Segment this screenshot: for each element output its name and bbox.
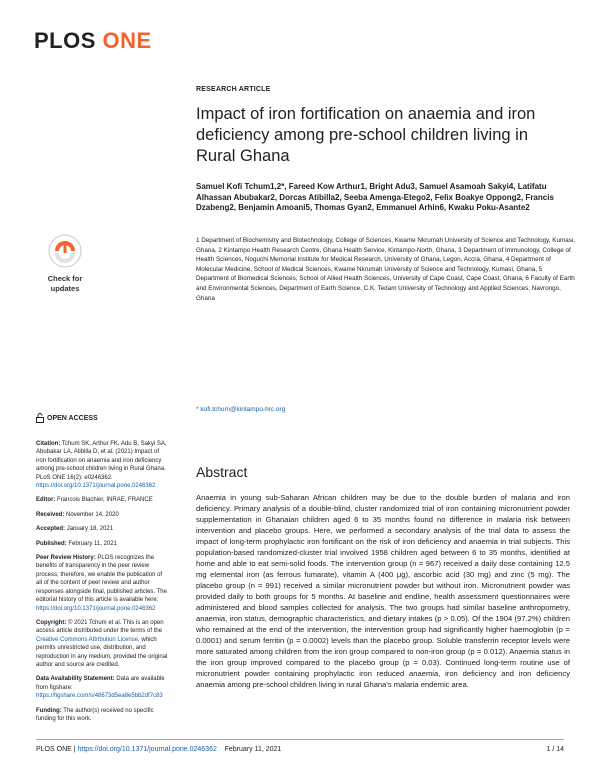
footer-date: February 11, 2021	[224, 746, 282, 753]
check-line1: Check for	[47, 274, 83, 283]
affiliations: 1 Department of Biochemistry and Biotechnology, College of Sciences, Kwame Nkrumah University of Science and Technology, Kumasi, Ghana, 2 Kintampo Health Research Centre, Ghana Health Service, Kintampo-North, Ghana, 3 Department of Immunology, College of Health Sciences, Noguchi Memorial Institute for Medical Research, University of Ghana, Legon, Accra, Ghana, 4 Department of Molecular Medicine, School of Medical Sciences, Kwame Nkrumah University of Science and Technology, Kumasi, Ghana, 5 Department of Biomedical Sciences, School of Allied Health Sciences, University of Cape Coast, Cape Coast, Ghana, 6 Faculty of Earth and Environmental Sciences, Department of Earth Science, C.K. Tedam University of Technology and Applied Sciences, Navrongo, Ghana	[196, 237, 576, 302]
footer-journal: PLOS ONE	[36, 746, 72, 753]
journal-logo	[34, 28, 152, 54]
funding: Funding: The author(s) received no specific funding for this work.	[36, 707, 154, 722]
page-footer: PLOS ONE | https://doi.org/10.1371/journal.pone.0246362 February 11, 2021	[36, 746, 282, 753]
citation: Citation: Tchum SK, Arthur FK, Adu B, Sakyi SA, Abubakar LA, Atibilla D, et al. (2021) Impact of iron fortification on anaemia and iron deficiency among pre-school children living in Rural Ghana. PLoS ONE 16(2): e0246362. https://doi.org/10.1371/journal.pone.0246362	[36, 441, 167, 490]
peer-review-history: Peer Review History: PLOS recognizes the benefits of transparency in the peer review process; therefore, we enable the publication of all of the content of peer review and author responses alongside final, published articles. The editorial history of this article is available here: https://doi.org/10.1371/journal.pone.0246362	[36, 555, 167, 612]
footer-doi-link[interactable]: https://doi.org/10.1371/journal.pone.0246362	[77, 746, 217, 753]
corresponding-email[interactable]: * kofi.tchum@kintampo-hrc.org	[196, 406, 286, 413]
footer-divider	[36, 739, 564, 740]
abstract-heading: Abstract	[196, 464, 248, 480]
page-number: 1 / 14	[546, 746, 564, 753]
article-sidebar	[36, 440, 168, 729]
check-line2: updates	[50, 284, 80, 293]
open-lock-icon	[36, 413, 44, 423]
figshare-link[interactable]: https://figshare.com/s/48673d5ea8e5bb2df7c83	[36, 693, 163, 700]
check-for-updates-badge[interactable]	[44, 234, 86, 293]
article-title: Impact of iron fortification on anaemia and iron deficiency among pre-school children living in Rural Ghana	[196, 105, 536, 165]
open-access	[36, 413, 98, 423]
logo-one: ONE	[102, 28, 152, 53]
check-updates-icon	[48, 234, 82, 268]
peer-review-link[interactable]: https://doi.org/10.1371/journal.pone.0246362	[36, 605, 156, 612]
abstract-text: Anaemia in young sub-Saharan African children may be due to the double burden of malaria and iron deficiency. Primary analysis of a double-blind, cluster randomized trial of iron containing micronutrient powder supplementation in Ghanaian children aged 6 to 35 months found no difference in malaria risk between intervention and placebo groups. Here, we performed a secondary analysis of the trial data to assess the impact of long-term prophylactic iron fortificant on the risk of iron deficiency and anaemia in trial subjects. This population-based randomized-cluster trial involved 1958 children aged between 6 to 35 months, identified at home and able to eat semi-solid foods. The intervention group (n = 967) received a daily dose containing 12.5 mg elemental iron (as ferrous fumarate), vitamin A (400 μg), ascorbic acid (30 mg) and zinc (5 mg). The placebo group (n = 991) received a similar micronutrient powder but without iron. Micronutrient powder was provided daily to both groups for 5 months. At baseline and endline, health assessment questionnaires were administered and blood samples collected for analysis. The two groups had similar baseline anthropometry, anaemia, iron status, demographic characteristics, and dietary intakes (p > 0.05). Of the 1904 (97.2%) children who remained at the end of the intervention, the intervention group had significantly higher haemoglobin (p = 0.0001) and serum ferritin (p = 0.0002) levels than the placebo group. Soluble transferrin receptor levels were more saturated among children from the iron group compared to non-iron group (p = 0.012). Anaemia status in the iron group improved compared to the placebo group (p = 0.03). Continued long-term routine use of micronutrient powder containing prophylactic iron reduced anaemia, iron deficiency and iron deficiency anaemia among pre-school children living in rural Ghana's malaria endemic area.	[196, 493, 570, 689]
license-link[interactable]: Creative Commons Attribution License	[36, 636, 139, 643]
open-access-label: OPEN ACCESS	[47, 414, 98, 422]
data-availability: Data Availability Statement: Data are available from figshare: https://figshare.com/s/48673d5ea8e5bb2df7c83	[36, 676, 165, 700]
editor: Editor: Francois Blachier, INRAE, FRANCE	[36, 497, 153, 504]
logo-plos: PLOS	[34, 28, 96, 53]
published: Published: February 11, 2021	[36, 540, 117, 547]
citation-link[interactable]: https://doi.org/10.1371/journal.pone.0246362	[36, 483, 156, 490]
copyright: Copyright: © 2021 Tchum et al. This is an open access article distributed under the terms of the Creative Commons Attribution License, which permits unrestricted use, distribution, and reproduction in any medium, provided the original author and source are credited.	[36, 619, 168, 668]
accepted: Accepted: January 18, 2021	[36, 526, 114, 533]
article-type: RESEARCH ARTICLE	[196, 86, 271, 93]
received: Received: November 14, 2020	[36, 511, 119, 518]
author-list: Samuel Kofi Tchum1,2*, Fareed Kow Arthur1, Bright Adu3, Samuel Asamoah Sakyi4, Latifatu Alhassan Abubakar2, Dorcas Atibilla2, Seeba Amenga-Etego2, Felix Boakye Oppong2, Francis Dzabeng2, Benjamin Amoani5, Thomas Gyan2, Emmanuel Arhin6, Kwaku Poku-Asante2	[196, 182, 554, 212]
